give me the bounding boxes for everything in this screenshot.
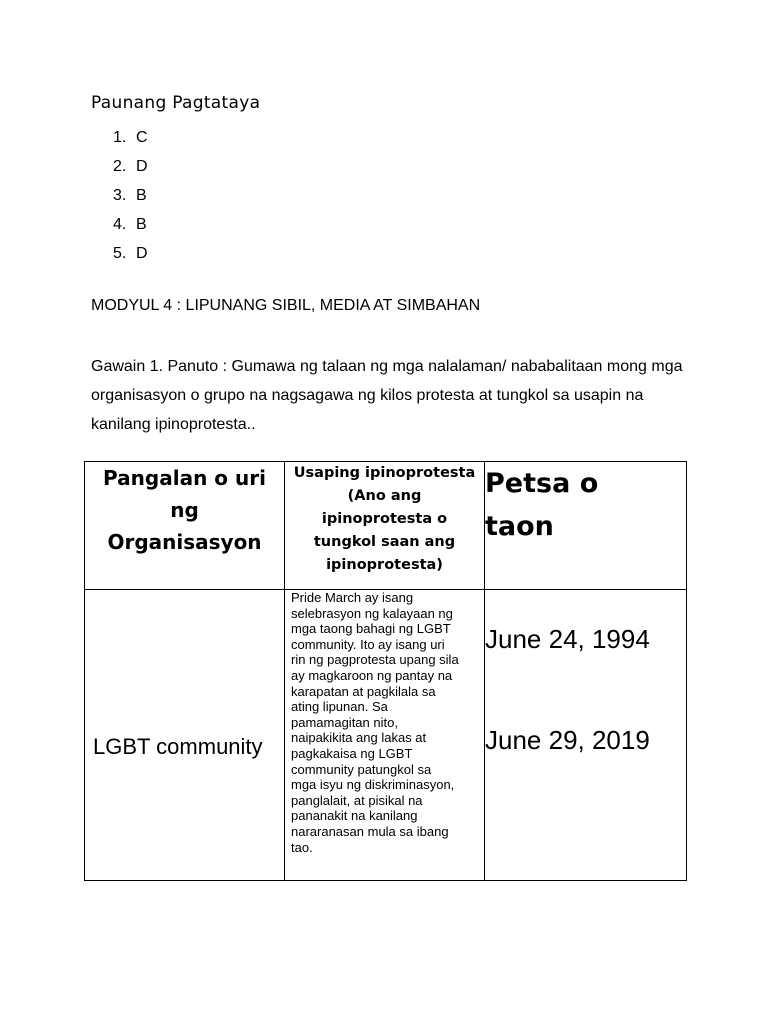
description-line: rin ng pagprotesta upang sila: [291, 652, 459, 668]
description-line: pananakit na kanilang: [291, 808, 418, 824]
header-line: Organisasyon: [107, 530, 262, 554]
answer-item: [113, 239, 148, 268]
header-line: (Ano ang: [347, 488, 422, 504]
answer-number: 5.: [113, 245, 127, 262]
header-line: ipinoprotesta o: [321, 511, 448, 527]
answer-item: [113, 152, 148, 181]
answer-list: [113, 123, 148, 268]
answer-item: [113, 123, 148, 152]
header-organization: [85, 462, 285, 590]
description-line: karapatan at pagkilala sa: [291, 683, 436, 699]
date-1994: June 24, 1994: [485, 624, 650, 654]
description-cell: [285, 590, 485, 881]
description-line: selebrasyon ng kalayaan ng: [291, 605, 453, 621]
description-line: pagkakaisa ng LGBT: [291, 745, 413, 761]
answer-item: [113, 181, 148, 210]
description-line: ay magkaroon ng pantay na: [291, 667, 453, 683]
section-heading: Paunang Pagtataya: [91, 93, 261, 113]
header-line: tungkol saan ang: [313, 534, 456, 550]
header-date: [485, 462, 687, 590]
description-line: tao.: [291, 839, 313, 855]
module-title: MODYUL 4 : LIPUNANG SIBIL, MEDIA AT SIMBAHAN: [91, 297, 481, 314]
answer-number: 2.: [113, 158, 127, 175]
description-line: naipakikita ang lakas at: [291, 730, 427, 746]
description-line: Pride March ay isang: [291, 590, 414, 605]
header-line: Usaping ipinoprotesta: [293, 465, 476, 481]
answer-letter: B: [136, 187, 147, 204]
header-line: Petsa o: [485, 468, 599, 499]
organization-cell: [85, 590, 285, 881]
answer-letter: D: [136, 245, 148, 262]
header-line: ng: [170, 498, 199, 522]
date-2019: June 29, 2019: [485, 725, 650, 755]
description-line: mga isyu ng diskriminasyon,: [291, 777, 455, 793]
description-line: panglalait, at pisikal na: [291, 792, 423, 808]
header-line: ipinoprotesta): [326, 557, 443, 573]
description-line: community. Ito ay isang uri: [291, 636, 445, 652]
answer-letter: D: [136, 158, 148, 175]
answer-number: 1.: [113, 129, 127, 146]
organization-name: LGBT community: [93, 734, 263, 759]
table-row: [85, 590, 687, 881]
activity-instructions: Gawain 1. Panuto : Gumawa ng talaan ng mga nalalaman/ nababalitaan mong mga organisasyon o grupo na nagsagawa ng kilos protesta at tungkol sa usapin na kanilang ipinoprotesta..: [91, 358, 683, 433]
answer-number: 4.: [113, 216, 127, 233]
description-line: ating lipunan. Sa: [291, 699, 388, 715]
description-line: nararanasan mula sa ibang: [291, 823, 449, 839]
answer-letter: B: [136, 216, 147, 233]
issue-description: [285, 590, 484, 855]
description-line: mga taong bahagi ng LGBT: [291, 621, 451, 637]
answer-item: [113, 210, 148, 239]
header-issue: [285, 462, 485, 590]
header-line: taon: [485, 511, 554, 542]
answer-number: 3.: [113, 187, 127, 204]
date-cell: [485, 590, 687, 881]
description-line: community patungkol sa: [291, 761, 432, 777]
answer-letter: C: [136, 129, 148, 146]
table-header-row: [85, 462, 687, 590]
description-line: pamamagitan nito,: [291, 714, 398, 730]
protest-table: [84, 461, 687, 881]
header-line: Pangalan o uri: [103, 466, 266, 490]
